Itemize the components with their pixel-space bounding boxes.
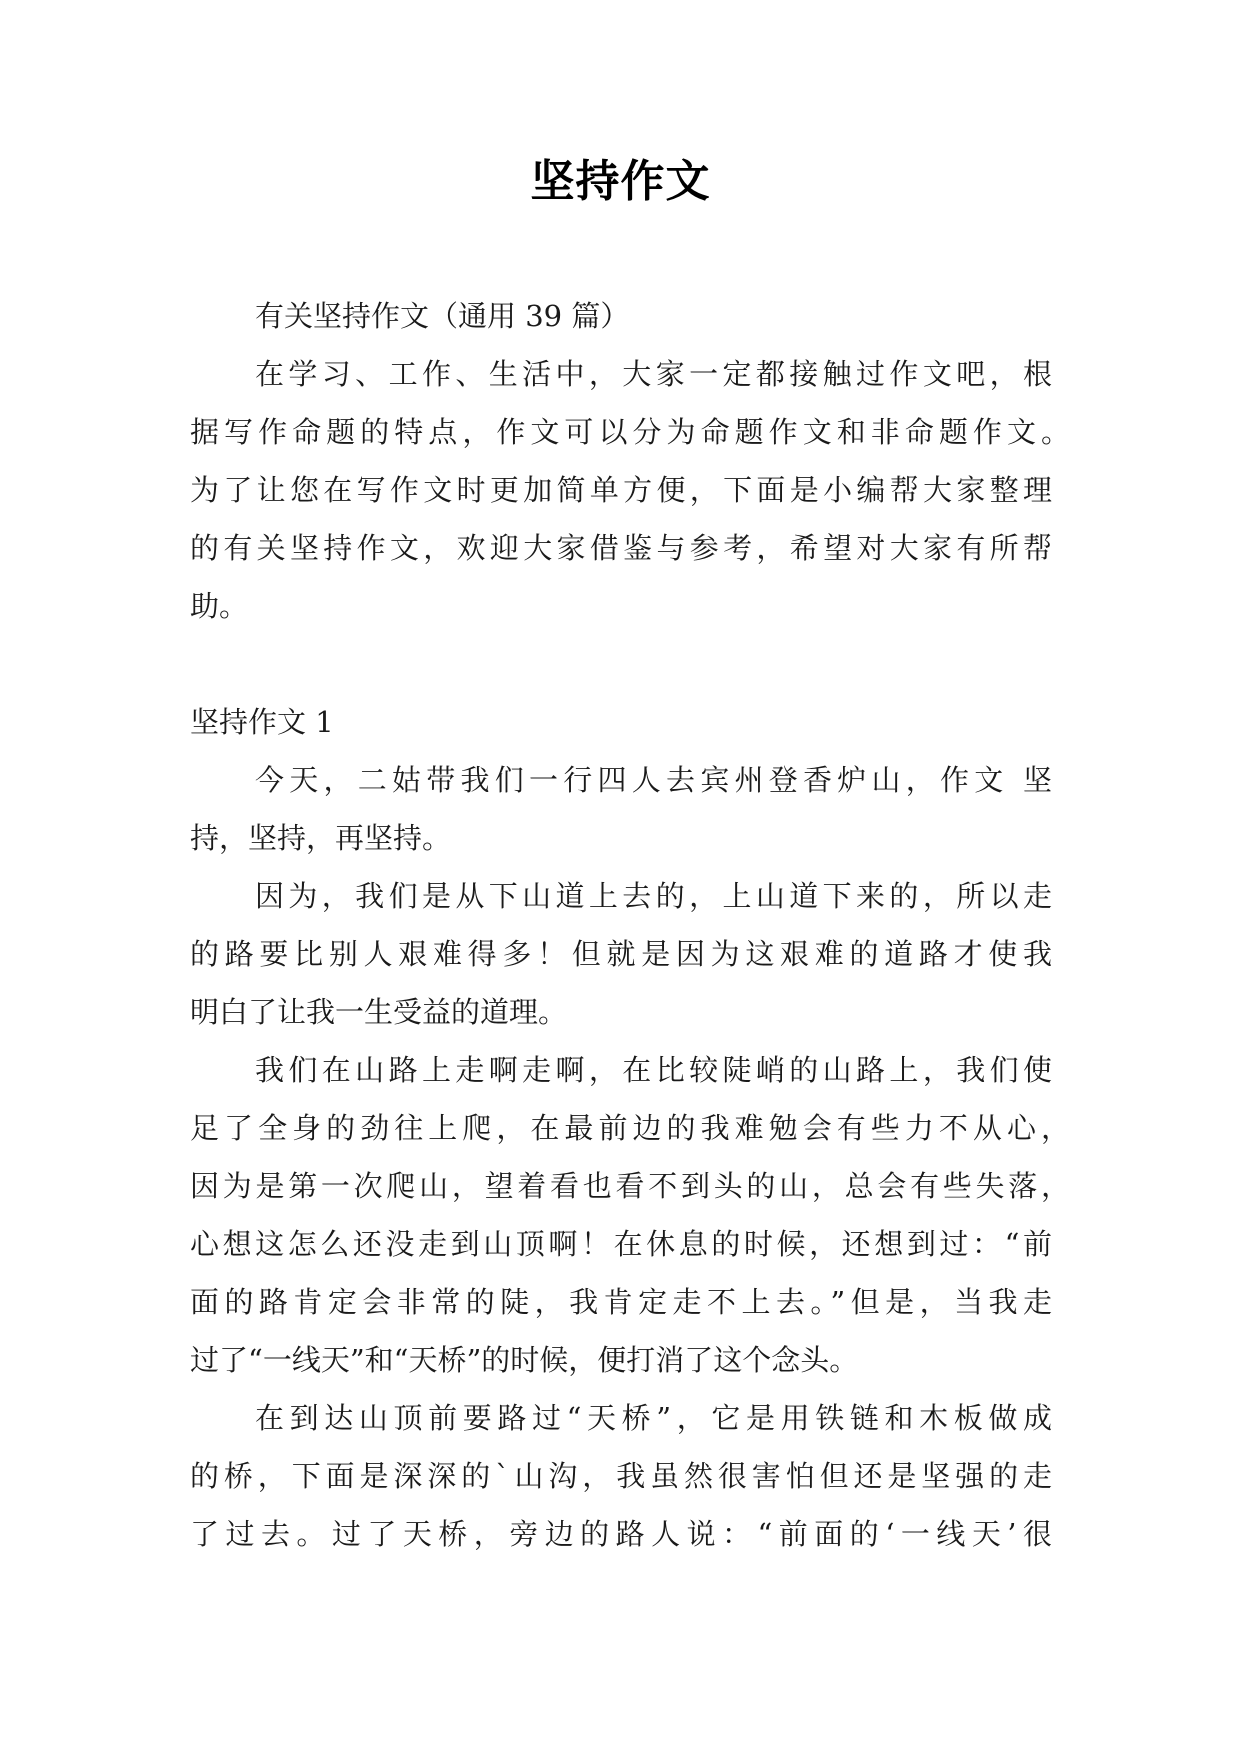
- paragraph-line: 过了“一线天”和“天桥”的时候，便打消了这个念头。: [190, 1343, 859, 1377]
- paragraph-line: 我们在山路上走啊走啊，在比较陡峭的山路上，我们使: [255, 1053, 1052, 1087]
- paragraph-line: 在学习、工作、生活中，大家一定都接触过作文吧，根: [255, 357, 1052, 391]
- paragraph-line: 因为是第一次爬山，望着看也看不到头的山，总会有些失落，: [190, 1169, 1070, 1203]
- paragraph-line: 据写作命题的特点，作文可以分为命题作文和非命题作文。: [190, 415, 1070, 449]
- essay-heading: 坚持作文 1: [190, 705, 334, 739]
- paragraph-line: 的路要比别人艰难得多！但就是因为这艰难的道路才使我: [190, 937, 1052, 971]
- paragraph-line: 在到达山顶前要路过“天桥”，它是用铁链和木板做成: [255, 1401, 1052, 1435]
- document-body: [190, 287, 1070, 1563]
- paragraph-line: 因为，我们是从下山道上去的，上山道下来的，所以走: [255, 879, 1052, 913]
- section-spacer: [190, 635, 1052, 693]
- paragraph-line: 心想这怎么还没走到山顶啊！在休息的时候，还想到过：“前: [190, 1227, 1052, 1261]
- paragraph-line: 足了全身的劲往上爬，在最前边的我难勉会有些力不从心，: [190, 1111, 1070, 1145]
- paragraph-line: 助。: [190, 589, 249, 623]
- essay-paragraph: [190, 751, 1052, 867]
- intro-heading: 有关坚持作文（通用 39 篇）: [255, 299, 630, 333]
- paragraph-line: 持，坚持，再坚持。: [190, 821, 452, 855]
- essay-paragraph: [190, 867, 1052, 1041]
- paragraph-line: 面的路肯定会非常的陡，我肯定走不上去。”但是，当我走: [190, 1285, 1052, 1319]
- paragraph-line: 了过去。过了天桥，旁边的路人说：“前面的‘一线天’很: [190, 1517, 1052, 1551]
- essay-paragraph: [190, 1041, 1070, 1389]
- intro-paragraph: [190, 345, 1070, 635]
- paragraph-line: 的有关坚持作文，欢迎大家借鉴与参考，希望对大家有所帮: [190, 531, 1052, 565]
- paragraph-line: 今天，二姑带我们一行四人去宾州登香炉山，作文 坚: [255, 763, 1052, 797]
- essay-paragraph: [190, 1389, 1052, 1563]
- document-title: 坚持作文: [530, 156, 711, 207]
- paragraph-line: 明白了让我一生受益的道理。: [190, 995, 568, 1029]
- paragraph-line: 的桥，下面是深深的`山沟，我虽然很害怕但还是坚强的走: [190, 1459, 1052, 1493]
- paragraph-line: 为了让您在写作文时更加简单方便，下面是小编帮大家整理: [190, 473, 1052, 507]
